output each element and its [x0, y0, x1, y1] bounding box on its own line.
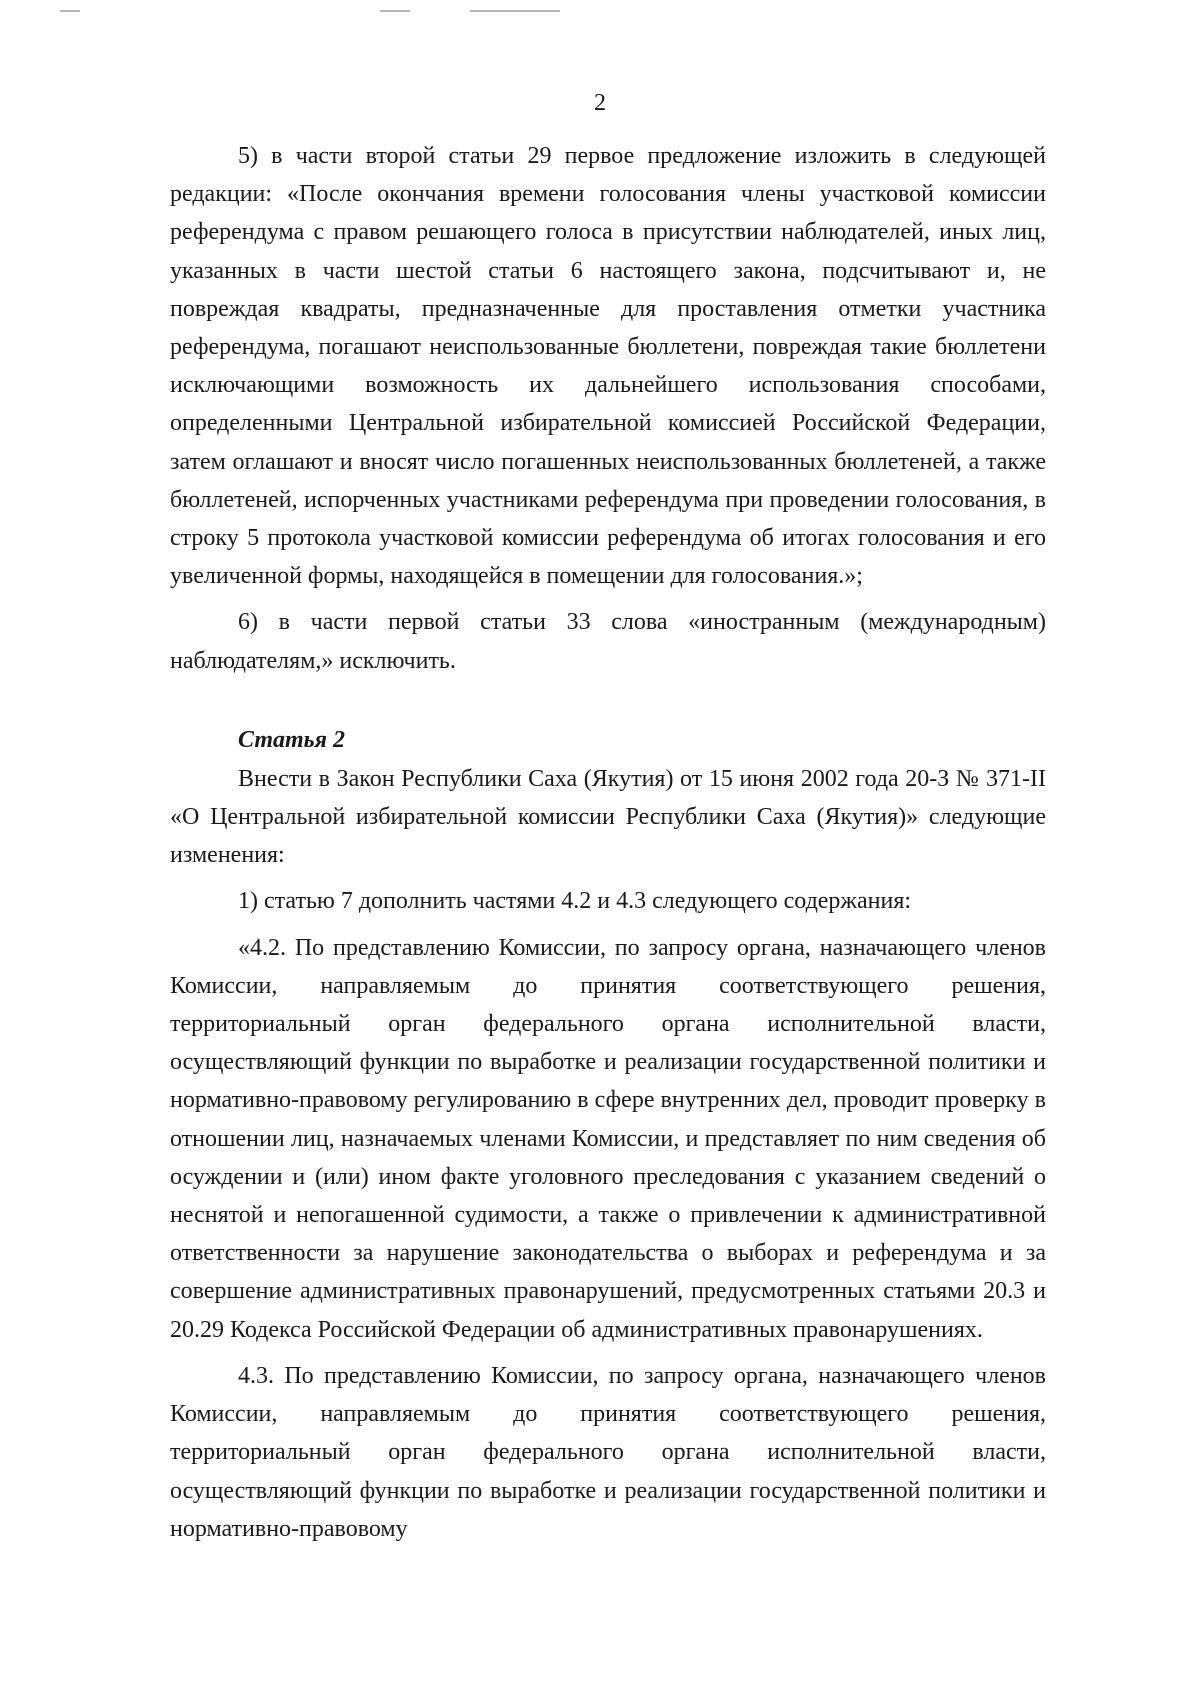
article-heading: Статья 2: [238, 726, 346, 753]
paragraph-item-1: 1) статью 7 дополнить частями 4.2 и 4.3 следующего содержания:: [238, 888, 912, 915]
paragraph-article-intro: Внести в Закон Республики Саха (Якутия) от 15 июня 2002 года 20-З № 371-II «О Центральной избирательной комиссии Республики Саха (Якутия)» следующие изменения:: [170, 765, 1046, 869]
paragraph-item-6: 6) в части первой статьи 33 слова «иностранным (международным) наблюдателям,» исключить.: [170, 609, 1046, 674]
paragraph-item-5: 5) в части второй статьи 29 первое предложение изложить в следующей редакции: «После окончания времени голосования члены участковой комиссии референдума с правом решающего голоса в присутствии наблюдателей, иных лиц, указанных в части шестой статьи 6 настоящего закона, подсчитывают и, не повреждая квадраты, предназначенные для проставления отметки участника референдума, погашают неиспользованные бюллетени, повреждая такие бюллетени исключающими возможность их дальнейшего использования способами, определенными Центральной избирательной комиссией Российской Федерации, затем оглашают и вносят число погашенных неиспользованных бюллетеней, а также бюллетеней, испорченных участниками референдума при проведении голосования, в строку 5 протокола участковой комиссии референдума об итогах голосования и его увеличенной формы, находящейся в помещении для голосования.»;: [170, 143, 1046, 590]
scan-artifact-middle: [380, 10, 410, 12]
paragraph-part-4-3: 4.3. По представлению Комиссии, по запросу органа, назначающего членов Комиссии, направляемым до принятия соответствующего решения, территориальный орган федерального органа исполнительной власти, осуществляющий функции по выработке и реализации государственной политики и нормативно-правовому: [170, 1362, 1046, 1542]
scan-artifact-right: [470, 10, 560, 12]
paragraph-part-4-2: «4.2. По представлению Комиссии, по запросу органа, назначающего членов Комиссии, направляемым до принятия соответствующего решения, территориальный орган федерального органа исполнительной власти, осуществляющий функции по выработке и реализации государственной политики и нормативно-правовому регулированию в сфере внутренних дел, проводит проверку в отношении лиц, назначаемых членами Комиссии, и представляет по ним сведения об осуждении и (или) ином факте уголовного преследования с указанием сведений о неснятой и непогашенной судимости, а также о привлечении к административной ответственности за нарушение законодательства о выборах и референдума и за совершение административных правонарушений, предусмотренных статьями 20.3 и 20.29 Кодекса Российской Федерации об административных правонарушениях.: [170, 934, 1046, 1343]
page-number: 2: [594, 90, 606, 116]
scan-artifact-left: [60, 10, 80, 12]
document-body: [170, 137, 1046, 1548]
